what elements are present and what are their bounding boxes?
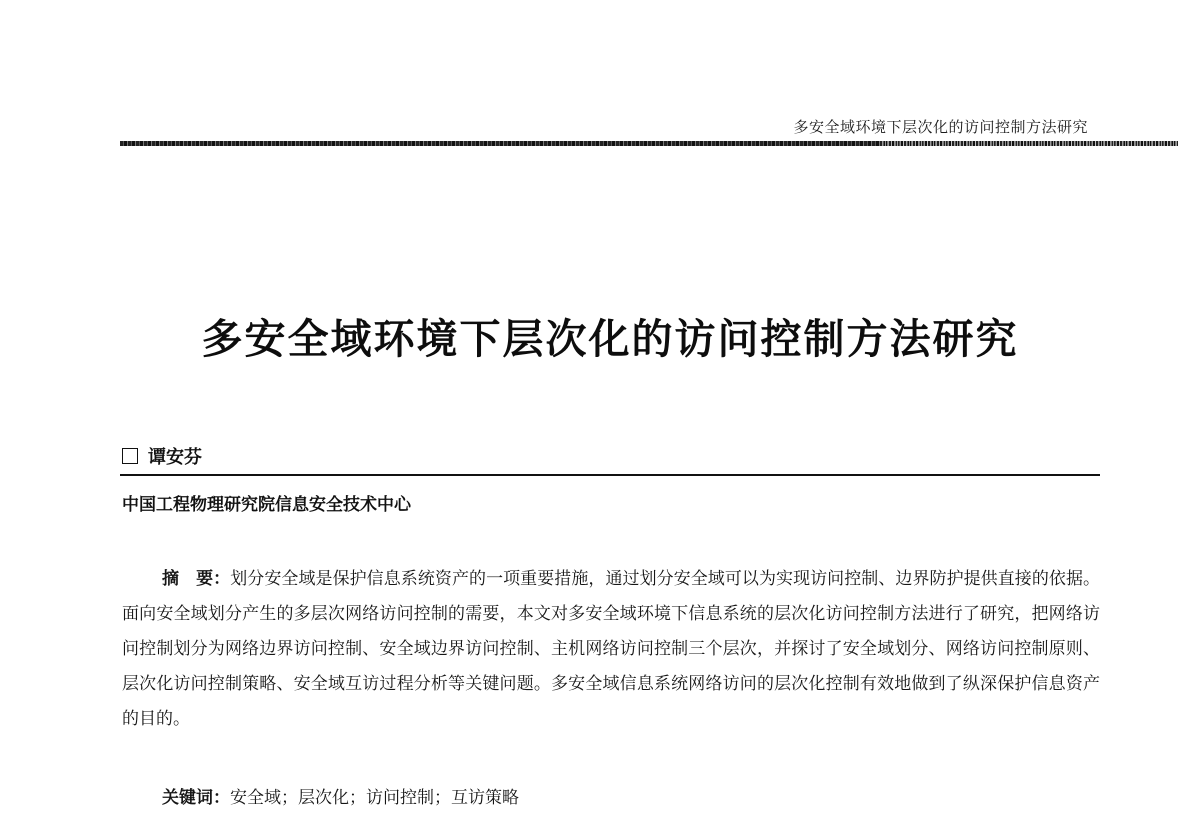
abstract-label: 摘 要： bbox=[162, 569, 231, 589]
abstract-text: 划分安全域是保护信息系统资产的一项重要措施，通过划分安全域可以为实现访问控制、边界防护提供直接的依据。面向安全域划分产生的多层次网络访问控制的需要，本文对多安全域环境下信息系统的层次化访问控制方法进行了研究，把网络访问控制划分为网络边界访问控制、安全域边界访问控制、主机网络访问控制三个层次，并探讨了安全域划分、网络访问控制原则、层次化访问控制策略、安全域互访过程分析等关键问题。多安全域信息系统网络访问的层次化控制有效地做到了纵深保护信息资产的目的。 bbox=[122, 569, 1101, 729]
running-head: 多安全域环境下层次化的访问控制方法研究 bbox=[793, 118, 1088, 136]
author-name: 谭安芬 bbox=[148, 447, 202, 468]
abstract bbox=[122, 562, 1100, 737]
author-line bbox=[122, 443, 202, 469]
keywords-label: 关键词： bbox=[162, 788, 230, 808]
author-box-icon bbox=[122, 448, 138, 464]
affiliation: 中国工程物理研究院信息安全技术中心 bbox=[122, 495, 411, 515]
author-rule bbox=[120, 474, 1100, 476]
paper-title: 多安全域环境下层次化的访问控制方法研究 bbox=[201, 315, 1019, 363]
keywords-text: 安全域；层次化；访问控制；互访策略 bbox=[230, 788, 519, 808]
header-rule-fade bbox=[880, 141, 1178, 146]
keywords bbox=[162, 783, 519, 808]
